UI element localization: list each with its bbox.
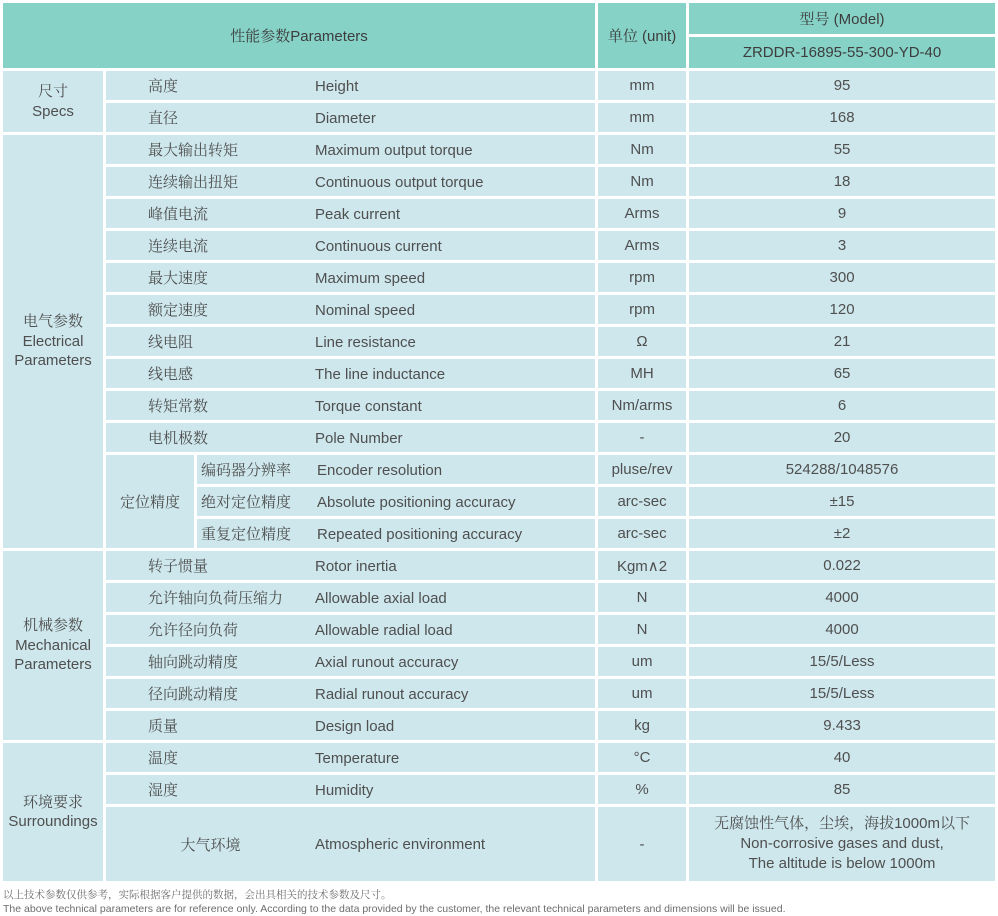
param-label: [106, 103, 595, 132]
param-en: Pole Number: [315, 430, 403, 447]
param-label: [106, 167, 595, 196]
model-number: ZRDDR-16895-55-300-YD-40: [689, 37, 995, 68]
section-name-en: Surroundings: [8, 813, 98, 830]
param-en: Repeated positioning accuracy: [317, 526, 523, 543]
param-en: Absolute positioning accuracy: [317, 494, 516, 511]
section-name-cn: 尺寸: [37, 83, 68, 100]
value-cell: 120: [689, 295, 995, 324]
unit-cell: -: [598, 807, 686, 881]
footnote-en: The above technical parameters are for reference only. According to the data provided by the customer, the relevant technical parameters and dimensions will be issued.: [3, 903, 786, 916]
param-en: Humidity: [315, 782, 374, 799]
param-cn: 电机极数: [148, 430, 209, 447]
param-label: [106, 231, 595, 260]
param-cn: 绝对定位精度: [201, 494, 292, 511]
param-label: [106, 327, 595, 356]
param-label: [197, 519, 595, 548]
param-en: Rotor inertia: [315, 558, 397, 575]
unit-cell: N: [598, 615, 686, 644]
table-row: [3, 679, 995, 708]
unit-cell: MH: [598, 359, 686, 388]
table-row: [3, 583, 995, 612]
value-cell: 0.022: [689, 551, 995, 580]
param-en: Continuous current: [315, 238, 442, 255]
param-cn: 编码器分辨率: [201, 462, 292, 479]
value-cell: 15/5/Less: [689, 647, 995, 676]
section-name-en: Electrical Parameters: [14, 332, 92, 370]
table-row: [3, 71, 995, 100]
footnote-cn: 以上技术参数仅供参考，实际根据客户提供的数据，会出具相关的技术参数及尺寸。: [3, 889, 392, 901]
table-row: [3, 231, 995, 260]
param-label: [197, 455, 595, 484]
header-row: [3, 3, 995, 34]
param-cn: 额定速度: [148, 302, 209, 319]
section-surroundings: [3, 743, 103, 881]
param-en: Encoder resolution: [317, 462, 443, 479]
param-en: Atmospheric environment: [315, 835, 486, 853]
param-cn: 温度: [148, 750, 179, 767]
unit-cell: mm: [598, 71, 686, 100]
param-label: [197, 487, 595, 516]
param-cn: 轴向跳动精度: [148, 654, 239, 671]
param-cn: 连续输出扭矩: [148, 174, 239, 191]
unit-cell: Ω: [598, 327, 686, 356]
header-unit: 单位 (unit): [598, 3, 686, 68]
table-row: [3, 647, 995, 676]
value-cell: 3: [689, 231, 995, 260]
subgroup-positioning-accuracy: 定位精度: [106, 455, 194, 548]
value-cell: 300: [689, 263, 995, 292]
param-en: Continuous output torque: [315, 174, 484, 191]
param-en: Maximum speed: [315, 270, 426, 287]
header-model: 型号 (Model): [689, 3, 995, 34]
value-cell: 65: [689, 359, 995, 388]
unit-cell: rpm: [598, 295, 686, 324]
unit-cell: Arms: [598, 199, 686, 228]
value-cell: ±15: [689, 487, 995, 516]
value-cell: 20: [689, 423, 995, 452]
param-cn: 湿度: [148, 782, 179, 799]
param-cn: 最大速度: [148, 270, 209, 287]
value-cell: 18: [689, 167, 995, 196]
table-row: [3, 167, 995, 196]
param-cn: 线电阻: [148, 334, 194, 351]
param-cn: 最大输出转矩: [148, 142, 239, 159]
unit-cell: N: [598, 583, 686, 612]
param-label: [106, 679, 595, 708]
section-name-cn: 环境要求: [22, 793, 83, 811]
value-cell: 9: [689, 199, 995, 228]
section-name-en: Mechanical Parameters: [14, 636, 92, 674]
param-en: Design load: [315, 718, 395, 735]
table-row: [3, 391, 995, 420]
unit-cell: %: [598, 775, 686, 804]
unit-cell: Arms: [598, 231, 686, 260]
param-en: Torque constant: [315, 398, 422, 415]
param-en: Axial runout accuracy: [315, 654, 459, 671]
param-en: Temperature: [315, 750, 400, 767]
param-cn: 线电感: [148, 366, 194, 383]
unit-cell: arc-sec: [598, 487, 686, 516]
param-en: Allowable axial load: [315, 590, 447, 607]
value-cell: 168: [689, 103, 995, 132]
atmospheric-value-line: The altitude is below 1000m: [748, 855, 936, 873]
unit-cell: rpm: [598, 263, 686, 292]
param-label: [106, 423, 595, 452]
table-row: [3, 551, 995, 580]
unit-cell: pluse/rev: [598, 455, 686, 484]
unit-cell: Nm: [598, 135, 686, 164]
param-label: [106, 775, 595, 804]
section-name-en: Specs: [32, 102, 74, 120]
value-cell: 15/5/Less: [689, 679, 995, 708]
table-row: [3, 711, 995, 740]
section-electrical: [3, 135, 103, 548]
table-row: [3, 807, 995, 881]
section-mechanical: [3, 551, 103, 740]
value-cell-atmospheric: [689, 807, 995, 881]
param-label: [106, 135, 595, 164]
param-label: [106, 199, 595, 228]
table-row: [3, 263, 995, 292]
table-row: [3, 423, 995, 452]
param-label: [106, 263, 595, 292]
value-cell: 21: [689, 327, 995, 356]
unit-cell: kg: [598, 711, 686, 740]
footnote: [0, 884, 998, 916]
param-cn: 转子惯量: [148, 558, 209, 575]
param-label: [106, 391, 595, 420]
param-cn: 大气环境: [180, 836, 241, 854]
param-en: Radial runout accuracy: [315, 686, 469, 703]
param-en: The line inductance: [315, 366, 446, 383]
table-row: [3, 327, 995, 356]
param-cn: 连续电流: [148, 238, 209, 255]
table-row: [3, 103, 995, 132]
value-cell: 9.433: [689, 711, 995, 740]
unit-cell: arc-sec: [598, 519, 686, 548]
unit-cell: um: [598, 647, 686, 676]
table-row: [3, 455, 995, 484]
table-row: [3, 199, 995, 228]
param-label: [106, 711, 595, 740]
param-cn: 允许轴向负荷压缩力: [148, 590, 284, 607]
unit-cell: Kgm∧2: [598, 551, 686, 580]
table-row: [3, 295, 995, 324]
table-row: [3, 775, 995, 804]
value-cell: 6: [689, 391, 995, 420]
value-cell: 524288/1048576: [689, 455, 995, 484]
param-en: Height: [315, 78, 359, 95]
value-cell: 4000: [689, 615, 995, 644]
param-cn: 转矩常数: [148, 398, 209, 415]
param-en: Diameter: [315, 110, 376, 127]
param-label: [106, 71, 595, 100]
value-cell: 95: [689, 71, 995, 100]
table-row: [3, 359, 995, 388]
section-name-cn: 机械参数: [22, 617, 83, 635]
value-cell: 40: [689, 743, 995, 772]
unit-cell: um: [598, 679, 686, 708]
param-en: Nominal speed: [315, 302, 416, 319]
value-cell: 55: [689, 135, 995, 164]
param-label: [106, 583, 595, 612]
header-parameters: 性能参数Parameters: [3, 3, 595, 68]
param-label: [106, 295, 595, 324]
param-cn: 重复定位精度: [201, 526, 292, 543]
unit-cell: -: [598, 423, 686, 452]
section-name-cn: 电气参数: [22, 313, 83, 331]
param-label: [106, 647, 595, 676]
param-cn: 质量: [148, 718, 179, 735]
table-row: [3, 615, 995, 644]
param-en: Line resistance: [315, 334, 416, 351]
param-label: [106, 551, 595, 580]
value-cell: ±2: [689, 519, 995, 548]
unit-cell: Nm: [598, 167, 686, 196]
table-row: [3, 135, 995, 164]
param-label: [106, 743, 595, 772]
value-cell: 85: [689, 775, 995, 804]
unit-cell: mm: [598, 103, 686, 132]
unit-cell: Nm/arms: [598, 391, 686, 420]
param-cn: 峰值电流: [148, 206, 209, 223]
section-specs: [3, 71, 103, 132]
param-cn: 径向跳动精度: [148, 686, 239, 703]
atmospheric-value-line: 无腐蚀性气体，尘埃，海拔1000m以下: [714, 814, 970, 832]
param-cn: 高度: [148, 78, 179, 95]
param-label: [106, 359, 595, 388]
atmospheric-value-line: Non-corrosive gases and dust,: [740, 834, 944, 852]
unit-cell: °C: [598, 743, 686, 772]
table-row: [3, 743, 995, 772]
param-label-atmospheric: [106, 807, 595, 881]
param-cn: 允许径向负荷: [148, 622, 239, 639]
param-en: Allowable radial load: [315, 622, 453, 639]
param-cn: 直径: [148, 110, 179, 127]
param-label: [106, 615, 595, 644]
param-en: Maximum output torque: [315, 142, 473, 159]
param-en: Peak current: [315, 206, 401, 223]
value-cell: 4000: [689, 583, 995, 612]
